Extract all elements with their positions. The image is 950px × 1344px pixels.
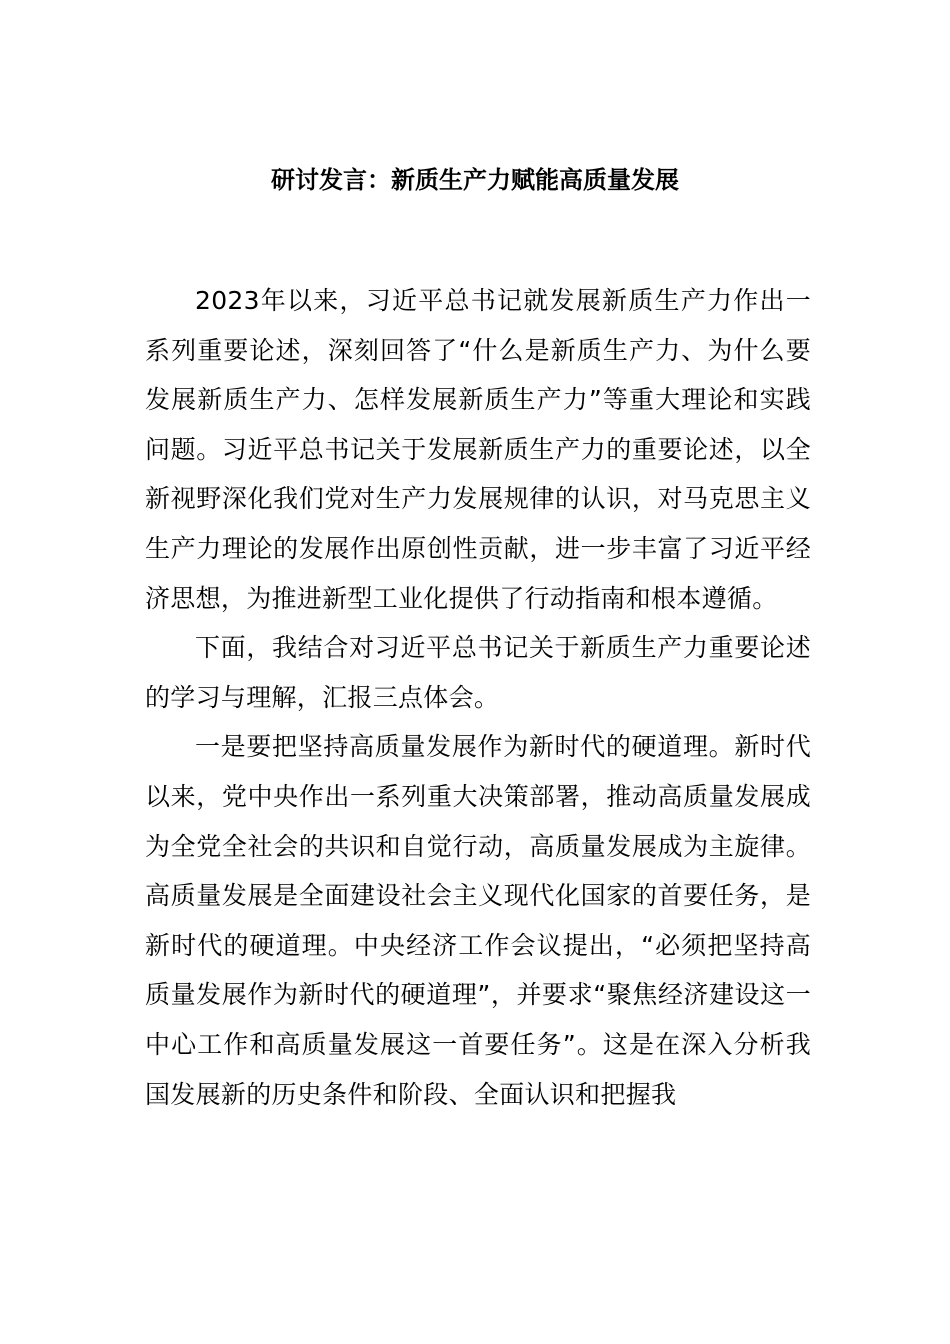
- paragraph-intro: 2023年以来，习近平总书记就发展新质生产力作出一系列重要论述，深刻回答了“什么是新质生产力、为什么要发展新质生产力、怎样发展新质生产力”等重大理论和实践问题。习近平总书记关于发展新质生产力的重要论述，以全新视野深化我们党对生产力发展规律的认识，对马克思主义生产力理论的发展作出原创性贡献，进一步丰富了习近平经济思想，为推进新型工业化提供了行动指南和根本遵循。: [145, 286, 811, 613]
- paragraph-point-one: 一是要把坚持高质量发展作为新时代的硬道理。新时代以来，党中央作出一系列重大决策部署，推动高质量发展成为全党全社会的共识和自觉行动，高质量发展成为主旋律。高质量发展是全面建设社会主义现代化国家的首要任务，是新时代的硬道理。中央经济工作会议提出，“必须把坚持高质量发展作为新时代的硬道理”，并要求“聚焦经济建设这一中心工作和高质量发展这一首要任务”。这是在深入分析我国发展新的历史条件和阶段、全面认识和把握我: [145, 732, 811, 1109]
- paragraph-outline: 下面，我结合对习近平总书记关于新质生产力重要论述的学习与理解，汇报三点体会。: [145, 633, 811, 712]
- document-title: 研讨发言：新质生产力赋能高质量发展: [271, 166, 679, 194]
- document-body: [145, 276, 811, 1119]
